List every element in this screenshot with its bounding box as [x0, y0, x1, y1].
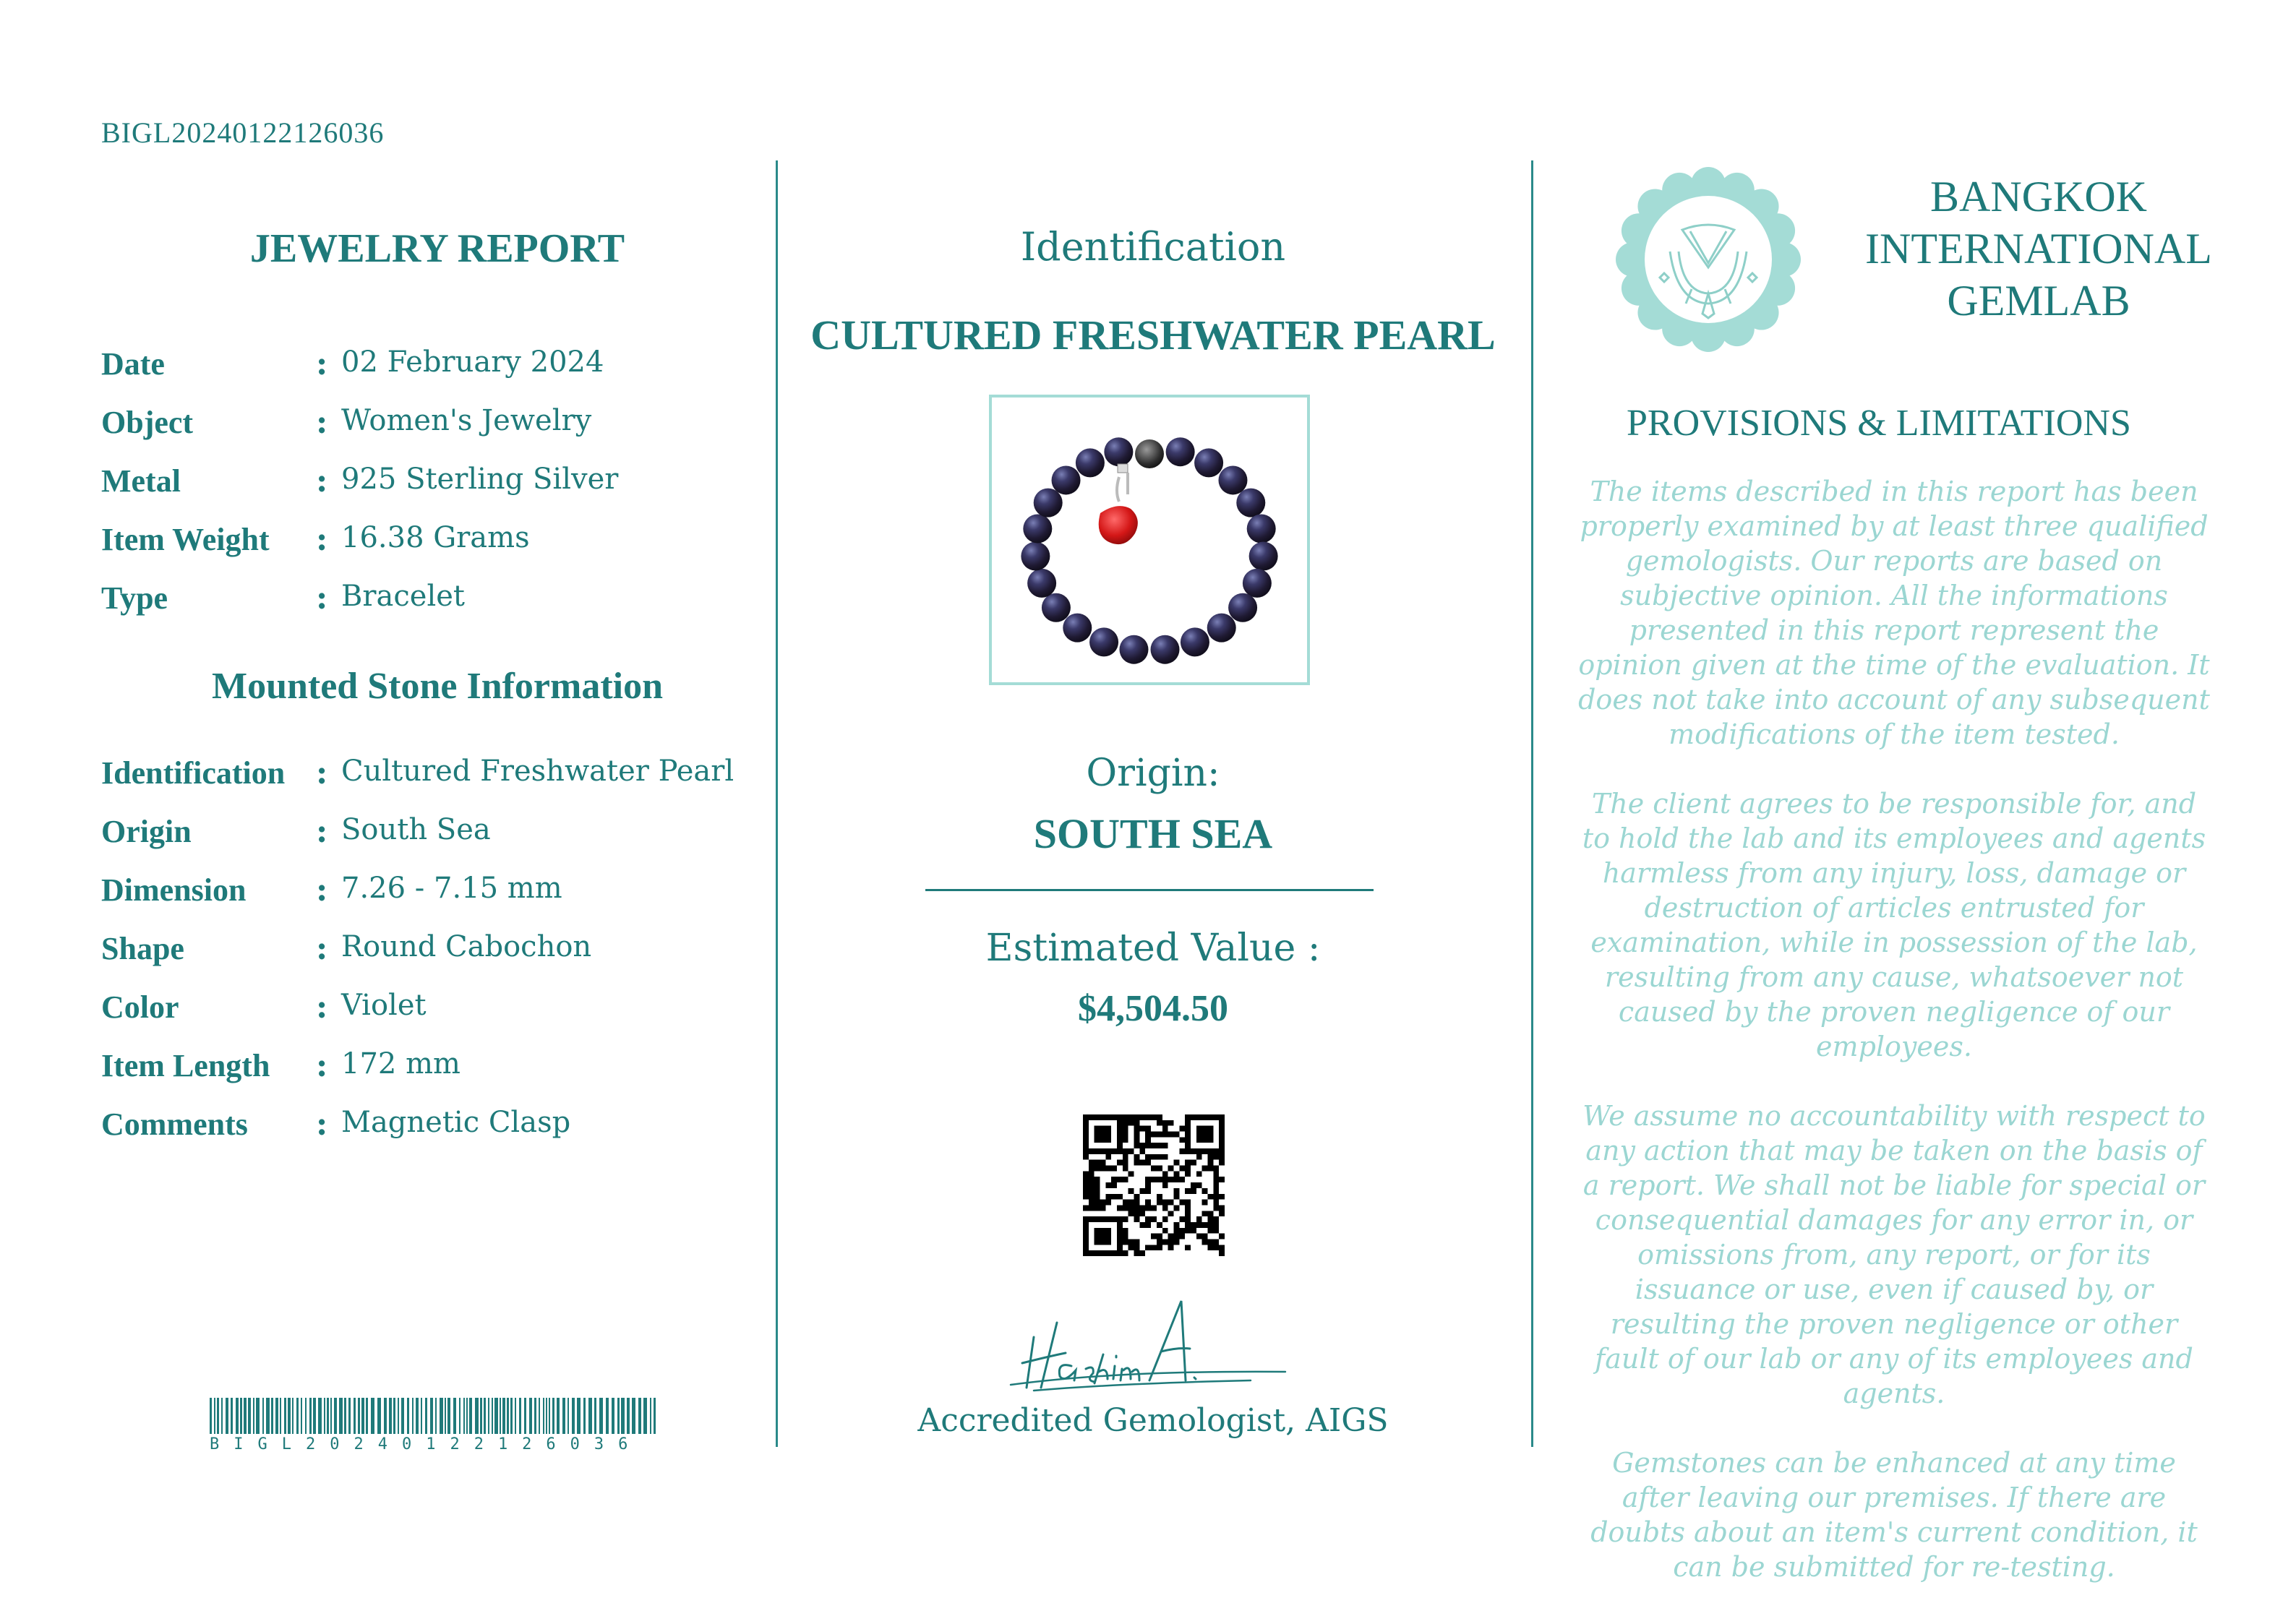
field-row-object — [101, 404, 752, 449]
field-colon: : — [316, 463, 328, 499]
field-row-metal — [101, 463, 752, 507]
field-row-type — [101, 580, 752, 624]
provisions-text — [1576, 474, 2212, 1619]
field-value: 16.38 Grams — [341, 521, 530, 554]
identification-label: Identification — [1020, 224, 1286, 270]
lab-name — [1851, 171, 2227, 327]
field-value: 02 February 2024 — [341, 345, 604, 379]
stone-info-title: Mounted Stone Information — [211, 666, 664, 707]
estimated-value: $4,504.50 — [1078, 988, 1228, 1029]
provisions-paragraph: The items described in this report has been properly examined by at least three qualified gemologists. Our reports are based on subjective opinion. All the informations presented in this report represent the opinion given at the time of the evaluation. It does not take into account of any subsequent modifications of the item tested. — [1578, 476, 2210, 750]
field-label: Color — [101, 989, 179, 1025]
field-value: Women's Jewelry — [341, 404, 592, 437]
field-label: Item Weight — [101, 522, 270, 557]
origin-value: SOUTH SEA — [1033, 810, 1273, 857]
stone-row-dimension — [101, 872, 752, 916]
report-number: BIGL20240122126036 — [101, 116, 385, 149]
provisions-paragraph: We assume no accountability with respect to any action that may be taken on the basis of a report. We shall not be liable for special or consequential damages for any error in, or omissions from, any report, or for its issuance or use, even if caused by, or resulting the proven negligence or other fault of our lab or any of its employees and agents. — [1582, 1100, 2206, 1409]
field-colon: : — [316, 930, 328, 967]
field-value: Cultured Freshwater Pearl — [341, 755, 734, 788]
provisions-title: PROVISIONS & LIMITATIONS — [1627, 403, 2131, 444]
lab-name-line: INTERNATIONAL — [1865, 225, 2212, 272]
field-value: 7.26 - 7.15 mm — [341, 872, 562, 905]
field-colon: : — [316, 989, 328, 1026]
stone-row-identification — [101, 755, 752, 799]
field-colon: : — [316, 580, 328, 616]
barcode-number: BIGL20240122126036 — [210, 1435, 643, 1453]
field-colon: : — [316, 755, 328, 791]
field-colon: : — [316, 813, 328, 850]
signature-image — [1005, 1294, 1294, 1395]
field-colon: : — [316, 872, 328, 908]
field-label: Comments — [101, 1107, 248, 1142]
field-label: Metal — [101, 463, 181, 499]
field-colon: : — [316, 1047, 328, 1084]
field-value: Magnetic Clasp — [341, 1106, 571, 1139]
field-label: Date — [101, 346, 165, 382]
estimated-value-label: Estimated Value : — [985, 927, 1321, 970]
field-value: 925 Sterling Silver — [341, 463, 619, 496]
stone-row-shape — [101, 930, 752, 975]
field-colon: : — [316, 345, 328, 382]
stone-row-item-length — [101, 1047, 752, 1092]
field-value: Round Cabochon — [341, 930, 592, 963]
provisions-paragraph: Gemstones can be enhanced at any time after leaving our premises. If there are doubts about an item's current condition, it can be submitted for re-testing. — [1590, 1447, 2198, 1583]
field-label: Dimension — [101, 872, 247, 908]
identification-value: CULTURED FRESHWATER PEARL — [810, 312, 1496, 358]
field-row-item-weight — [101, 521, 752, 566]
field-label: Type — [101, 580, 168, 616]
field-label: Origin — [101, 814, 192, 849]
stone-row-origin — [101, 813, 752, 858]
field-label: Shape — [101, 931, 184, 966]
lab-name-line: BANGKOK — [1930, 173, 2147, 220]
report-title: JEWELRY REPORT — [249, 226, 625, 271]
field-colon: : — [316, 1106, 328, 1143]
lab-seal-logo — [1614, 165, 1803, 354]
jewelry-photo — [989, 395, 1310, 685]
divider-line — [925, 889, 1374, 891]
stone-row-comments — [101, 1106, 752, 1151]
field-label: Identification — [101, 755, 286, 791]
field-value: 172 mm — [341, 1047, 461, 1080]
field-colon: : — [316, 521, 328, 558]
origin-label: Origin: — [1086, 752, 1220, 795]
field-value: South Sea — [341, 813, 491, 846]
field-row-date — [101, 345, 752, 390]
barcode — [210, 1398, 661, 1434]
column-divider-right — [1531, 160, 1533, 1447]
pearl-bracelet-image — [992, 398, 1307, 682]
gemologist-title: Accredited Gemologist, AIGS — [917, 1402, 1389, 1439]
stone-row-color — [101, 989, 752, 1034]
field-label: Object — [101, 405, 194, 440]
field-colon: : — [316, 404, 328, 441]
field-label: Item Length — [101, 1048, 270, 1083]
field-value: Violet — [341, 989, 427, 1022]
provisions-paragraph: The client agrees to be responsible for, and to hold the lab and its employees and agents harmless from any injury, loss, damage or destruction of articles entrusted for examination, while in possession of the lab, resulting from any cause, whatsoever not caused by the proven negligence of our employees. — [1582, 788, 2206, 1062]
qr-code — [1083, 1114, 1225, 1256]
field-value: Bracelet — [341, 580, 465, 613]
lab-name-line: GEMLAB — [1947, 277, 2130, 325]
